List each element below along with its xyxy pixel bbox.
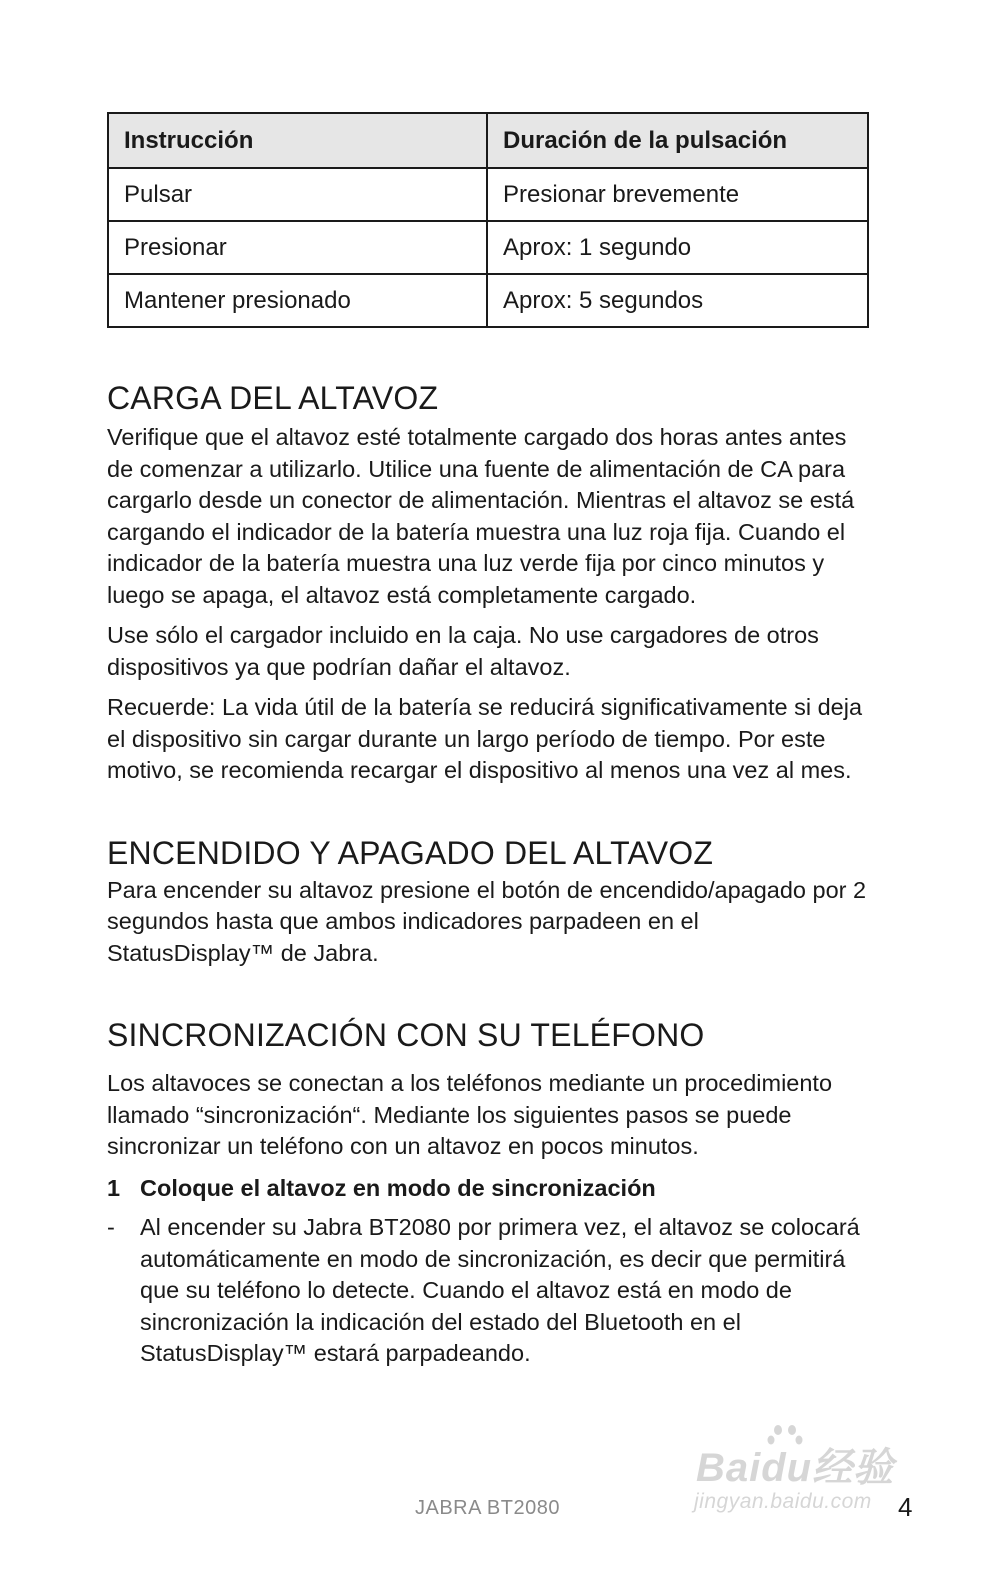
table-cell: Aprox: 1 segundo (487, 221, 868, 274)
section-title-power: ENCENDIDO Y APAGADO DEL ALTAVOZ (107, 834, 714, 871)
table-row (108, 168, 868, 221)
table-header-instruction: Instrucción (108, 113, 487, 168)
table-header-row (108, 113, 868, 168)
bullet-text: Al encender su Jabra BT2080 por primera vez, el altavoz se colocará automáticamente en modo de sincronización, es decir que permitirá que su teléfono lo detecte. Cuando el altavoz está en modo de sincronización la indicación del estado del Bluetooth en el StatusDisplay™ estará parpadeando. (140, 1214, 860, 1366)
section-title-pairing: SINCRONIZACIÓN CON SU TELÉFONO (107, 1017, 705, 1053)
table-cell: Presionar brevemente (487, 168, 868, 221)
pairing-step-1 (107, 1173, 869, 1205)
manual-page (107, 112, 869, 1370)
page-number: 4 (898, 1492, 913, 1522)
watermark-brand: Baidu经验 (696, 1446, 895, 1490)
table-cell: Pulsar (108, 168, 487, 221)
table-row (108, 274, 868, 327)
watermark-url: jingyan.baidu.com (694, 1490, 872, 1513)
pairing-bullet (107, 1212, 869, 1370)
table-cell: Presionar (108, 221, 487, 274)
table-row (108, 221, 868, 274)
table-header-duration: Duración de la pulsación (487, 113, 868, 168)
step-number: 1 (107, 1174, 121, 1201)
step-label: Coloque el altavoz en modo de sincronización (140, 1174, 656, 1201)
section-title-charging: CARGA DEL ALTAVOZ (107, 380, 439, 416)
footer-product: JABRA BT2080 (415, 1497, 560, 1519)
charging-paragraph-3: Recuerde: La vida útil de la batería se reducirá significativamente si deja el dispositivo sin cargar durante un largo período de tiempo. Por este motivo, se recomienda recargar el dispositivo al menos una vez al mes. (107, 694, 863, 783)
paw-icon (766, 1422, 806, 1462)
pairing-paragraph: Los altavoces se conectan a los teléfonos mediante un procedimiento llamado “sincronización“. Mediante los siguientes pasos se puede sincronizar un teléfono con un altavoz en pocos minutos. (107, 1070, 833, 1159)
charging-paragraph-2: Use sólo el cargador incluido en la caja. No use cargadores de otros dispositivos ya que podrían dañar el altavoz. (107, 622, 819, 680)
charging-paragraph-1: Verifique que el altavoz esté totalmente cargado dos horas antes antes de comenzar a utilizarlo. Utilice una fuente de alimentación de CA para cargarlo desde un conector de alimentación. Mientras el altavoz se está cargando el indicador de la batería muestra una luz roja fija. Cuando el indicador de la batería muestra una luz verde fija por cinco minutos y luego se apaga, el altavoz está completamente cargado. (107, 424, 855, 608)
baidu-watermark (692, 1420, 922, 1530)
bullet-marker: - (107, 1214, 115, 1240)
instruction-table (107, 112, 869, 328)
power-paragraph: Para encender su altavoz presione el botón de encendido/apagado por 2 segundos hasta que ambos indicadores parpadeen en el StatusDisplay™ de Jabra. (107, 876, 867, 966)
table-cell: Aprox: 5 segundos (487, 274, 868, 327)
table-cell: Mantener presionado (108, 274, 487, 327)
